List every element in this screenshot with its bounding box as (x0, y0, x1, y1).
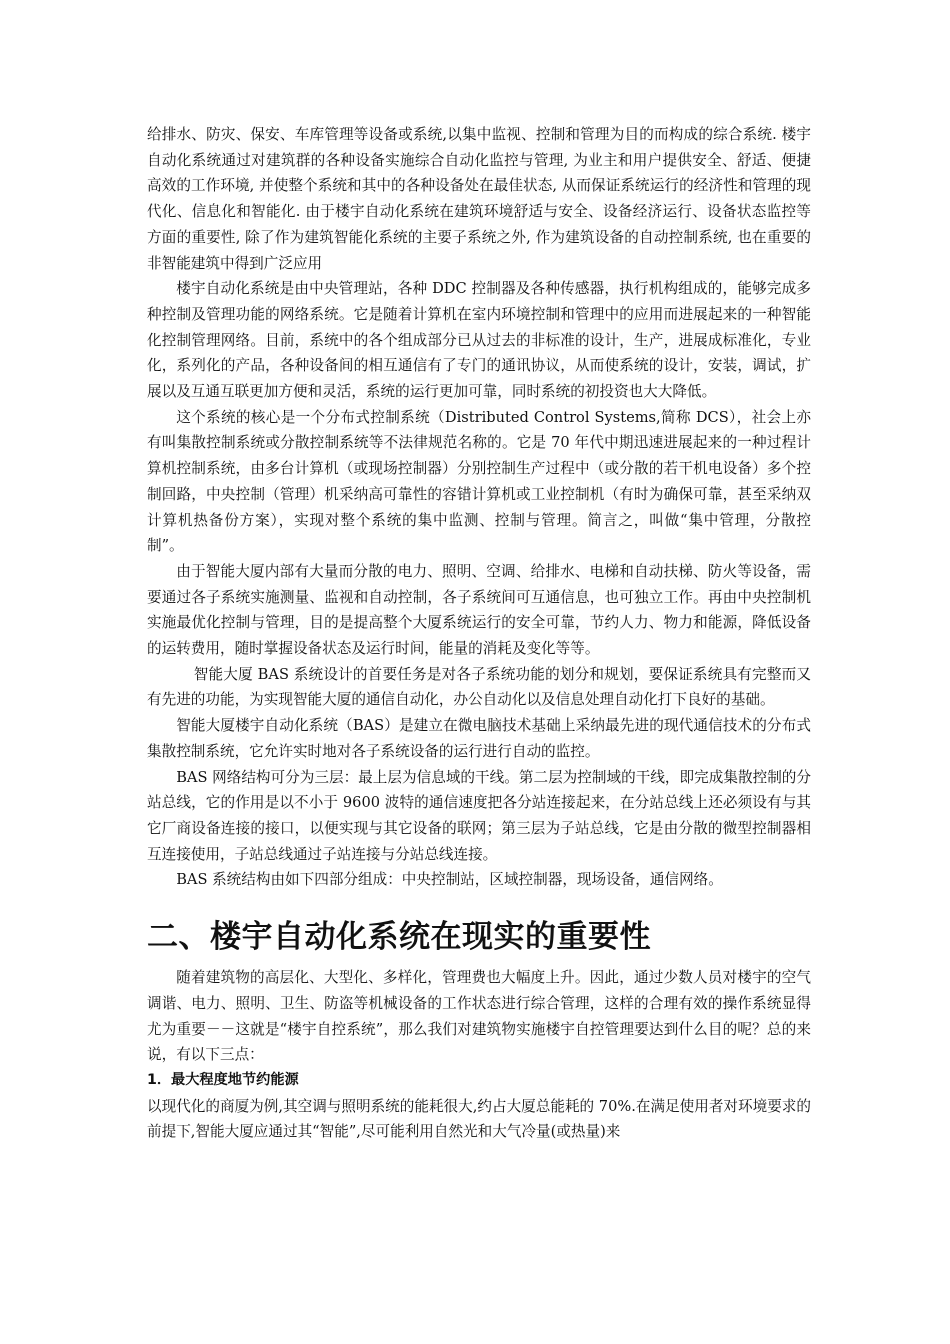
paragraph-energy-saving: 以现代化的商厦为例,其空调与照明系统的能耗很大,约占大厦总能耗的 70%.在满足使用者对环境要求的前提下,智能大厦应通过其“智能”,尽可能利用自然光和大气冷量(或热量)来 (147, 1097, 811, 1141)
paragraph-bas-composition: 楼宇自动化系统是由中央管理站，各种 DDC 控制器及各种传感器，执行机构组成的，能够完成多种控制及管理功能的网络系统。它是随着计算机在室内环境控制和管理中的应用而进展起来的一种智能化控制管理网络。目前，系统中的各个组成部分已从过去的非标准的设计，生产，进展成标准化，专业化，系列化的产品，各种设备间的相互通信有了专门的通讯协议，从而使系统的设计，安装，调试，扩展以及互通互联更加方便和灵活，系统的运行更加可靠，同时系统的初投资也大大降低。 (147, 280, 811, 401)
section-heading-importance: 二、楼宇自动化系统在现实的重要性 (147, 919, 651, 956)
paragraph-building-equipment: 由于智能大厦内部有大量而分散的电力、照明、空调、给排水、电梯和自动扶梯、防火等设备，需要通过各子系统实施测量、监视和自动控制，各子系统间可互通信息，也可独立工作。再由中央控制机实施最优化控制与管理，目的是提高整个大厦系统运行的安全可靠，节约人力、物力和能源，降低设备的运转费用，随时掌握设备状态及运行时间，能量的消耗及变化等等。 (147, 562, 811, 658)
paragraph-bas-structure: BAS 系统结构由如下四部分组成：中央控制站，区域控制器，现场设备，通信网络。 (176, 871, 723, 889)
document-page (147, 122, 811, 1145)
paragraph-bas-system: 智能大厦楼宇自动化系统（BAS）是建立在微电脑技术基础上采纳最先进的现代通信技术的分布式集散控制系统，它允许实时地对各子系统设备的运行进行自动的监控。 (147, 717, 811, 760)
paragraph-dcs-core: 这个系统的核心是一个分布式控制系统（Distributed Control Systems,简称 DCS），社会上亦有叫集散控制系统或分散控制系统等不法律规范名称的。它是 70 年代中期迅速进展起来的一种过程计算机控制系统，由多台计算机（或现场控制器）分别控制生产过程中（或分散的若干机电设备）多个控制回路，中央控制（管理）机采纳高可靠性的容错计算机或工业控制机（有时为确保可靠，甚至采纳双计算机热备份方案），实现对整个系统的集中监测、控制与管理。简言之，叫做“集中管理，分散控制”。 (147, 408, 811, 555)
subheading-energy-saving: 1．最大程度地节约能源 (147, 1071, 299, 1088)
paragraph-bas-definition-continued: 给排水、防灾、保安、车库管理等设备或系统,以集中监视、控制和管理为目的而构成的综合系统. 楼宇自动化系统通过对建筑群的各种设备实施综合自动化监控与管理, 为业主和用户提供安全、舒适、便捷高效的工作环境, 并使整个系统和其中的各种设备处在最佳状态, 从而保证系统运行的经济性和管理的现代化、信息化和智能化. 由于楼宇自动化系统在建筑环境舒适与安全、设备经济运行、设备状态监控等方面的重要性, 除了作为建筑智能化系统的主要子系统之外, 作为建筑设备的自动控制系统, 也在重要的非智能建筑中得到广泛应用 (147, 126, 811, 272)
paragraph-bas-network-layers: BAS 网络结构可分为三层：最上层为信息域的干线。第二层为控制域的干线，即完成集散控制的分站总线，它的作用是以不小于 9600 波特的通信速度把各分站连接起来，在分站总线上还必须设有与其它厂商设备连接的接口，以便实现与其它设备的联网；第三层为子站总线，它是由分散的微型控制器相互连接使用，子站总线通过子站连接与分站总线连接。 (147, 768, 811, 863)
paragraph-importance-intro: 随着建筑物的高层化、大型化、多样化，管理费也大幅度上升。因此，通过少数人员对楼宇的空气调谐、电力、照明、卫生、防盗等机械设备的工作状态进行综合管理，这样的合理有效的操作系统显得尤为重要－－这就是“楼宇自控系统”，那么我们对建筑物实施楼宇自控管理要达到什么目的呢？总的来说，有以下三点： (147, 969, 811, 1064)
paragraph-bas-design-task: 智能大厦 BAS 系统设计的首要任务是对各子系统功能的划分和规划，要保证系统具有完整而又有先进的功能，为实现智能大厦的通信自动化，办公自动化以及信息处理自动化打下良好的基础。 (147, 665, 811, 709)
